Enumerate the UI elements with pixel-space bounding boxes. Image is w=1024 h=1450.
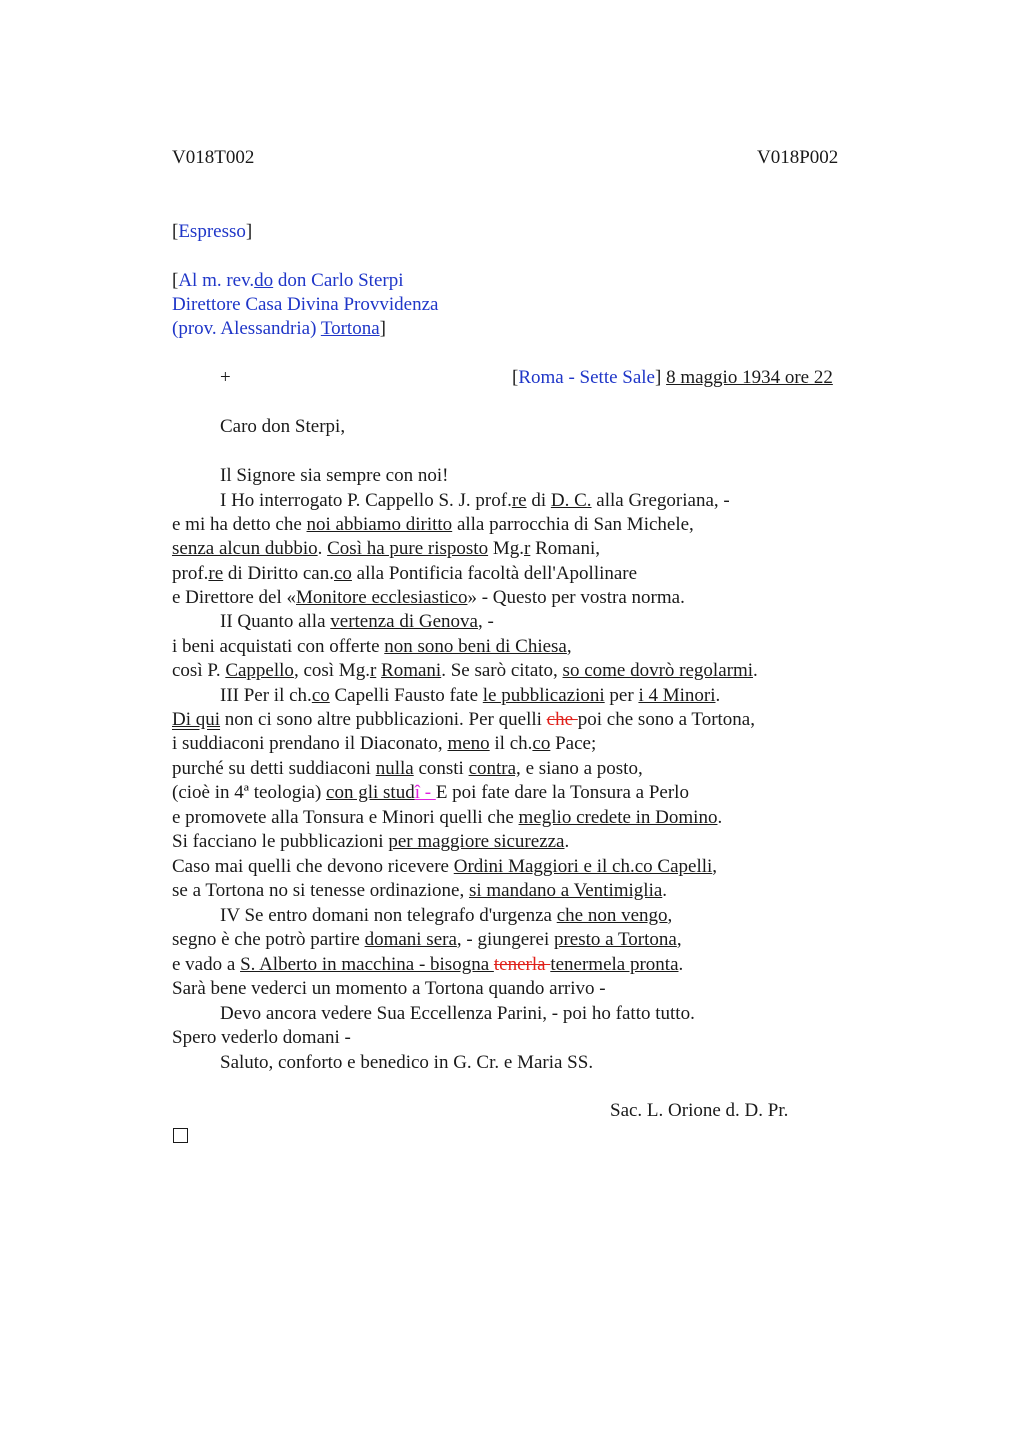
delivery-mode: [Espresso] — [172, 221, 253, 242]
text-span: I Ho interrogato P. Cappello S. J. prof. — [220, 490, 512, 511]
underlined-text: D. C. — [550, 490, 592, 511]
body-line — [172, 953, 683, 977]
body-line — [172, 928, 682, 952]
text-span: » - Questo per vostra norma. — [467, 587, 685, 608]
underlined-text: non sono beni di Chiesa — [384, 636, 567, 657]
text-span: e promovete alla Tonsura e Minori quelli che — [172, 807, 519, 828]
body-line — [172, 806, 722, 830]
dateline-place: Roma - Sette Sale — [518, 367, 655, 388]
text-span: il ch. — [489, 733, 533, 754]
underlined-text: noi abbiamo diritto — [306, 514, 453, 535]
document-code-left: V018T002 — [172, 147, 255, 168]
espresso-label: Espresso — [178, 221, 246, 242]
text-span: II Quanto alla — [220, 611, 331, 632]
underlined-text: nulla — [375, 758, 414, 779]
address-province: (prov. Alessandria) — [172, 318, 321, 339]
text-span: e siano a posto, — [520, 758, 643, 779]
text-span: , - giungerei — [456, 929, 554, 950]
text-span: per — [604, 685, 639, 706]
body-line — [220, 489, 730, 513]
abbrev-re: re — [208, 563, 224, 584]
editor-insertion: î - — [414, 782, 436, 803]
text-span: Mg. — [488, 538, 524, 559]
abbrev-r: r — [369, 660, 377, 681]
text-span: . — [715, 685, 721, 706]
text-span: di — [526, 490, 551, 511]
body-line — [172, 635, 572, 659]
deleted-text: tenerla — [493, 954, 551, 975]
body-line — [172, 537, 600, 561]
abbrev-co: co — [532, 733, 551, 754]
opening-line: Il Signore sia sempre con noi! — [220, 465, 449, 486]
underlined-text: tenermela pronta — [550, 954, 679, 975]
end-marker-square — [173, 1128, 188, 1143]
text-span: . — [564, 831, 570, 852]
address-line-3: (prov. Alessandria) Tortona] — [172, 318, 386, 339]
underlined-text: Ordini Maggiori e il ch.co Capelli — [453, 856, 713, 877]
underlined-text: le pubblicazioni — [482, 685, 605, 706]
address-recipient-name: don Carlo Sterpi — [273, 270, 404, 291]
underlined-text: so come dovrò regolarmi — [562, 660, 754, 681]
text-span: Caso mai quelli che devono ricevere — [172, 856, 454, 877]
text-span: . — [317, 538, 328, 559]
body-line — [172, 781, 689, 805]
underlined-text: Romani — [381, 660, 442, 681]
text-span: IV Se entro domani non telegrafo d'urgenza — [220, 905, 557, 926]
text-span: e mi ha detto che — [172, 514, 307, 535]
text-span: e vado a — [172, 954, 241, 975]
body-line — [172, 732, 596, 756]
underlined-text: Monitore ecclesiastico — [295, 587, 468, 608]
text-span: , — [566, 636, 572, 657]
text-span: purché su detti suddiaconi — [172, 758, 376, 779]
address-city: Tortona — [320, 318, 380, 339]
address-line-1: [Al m. rev.do don Carlo Sterpi — [172, 270, 404, 291]
underlined-text: i 4 Minori — [638, 685, 716, 706]
underlined-text: contra, — [468, 758, 521, 779]
text-span: alla Pontificia facoltà dell'Apollinare — [351, 563, 638, 584]
text-span: , così Mg. — [293, 660, 370, 681]
address-line-2: Direttore Casa Divina Provvidenza — [172, 294, 439, 315]
body-line: Devo ancora vedere Sua Eccellenza Parini, - poi ho fatto tutto. — [220, 1003, 695, 1024]
text-span: , - — [477, 611, 494, 632]
text-span: se a Tortona no si tenesse ordinazione, — [172, 880, 469, 901]
abbrev-re: re — [511, 490, 527, 511]
body-line: Sarà bene vederci un momento a Tortona quando arrivo - — [172, 978, 606, 999]
text-span: . — [678, 954, 684, 975]
body-line — [172, 757, 643, 781]
text-span: Si facciano le pubblicazioni — [172, 831, 389, 852]
underlined-text: si mandano a Ventimiglia — [468, 880, 663, 901]
text-span: consti — [413, 758, 469, 779]
underlined-text: con gli stud — [326, 782, 415, 803]
underlined-text: meno — [447, 733, 490, 754]
text-span: non ci sono altre pubblicazioni. Per quelli — [220, 709, 547, 730]
text-span: i beni acquistati con offerte — [172, 636, 385, 657]
text-span: E poi fate dare la Tonsura a Perlo — [435, 782, 689, 803]
body-line — [172, 659, 758, 683]
text-span: (cioè in 4ª teologia) — [172, 782, 327, 803]
underlined-text: senza alcun dubbio — [172, 538, 318, 559]
body-line — [172, 513, 694, 537]
underlined-text: S. Alberto in macchina - bisogna — [240, 954, 494, 975]
document-code-right: V018P002 — [757, 147, 839, 168]
body-line — [172, 879, 667, 903]
closing-line: Saluto, conforto e benedico in G. Cr. e Maria SS. — [220, 1052, 594, 1073]
body-line — [220, 684, 720, 708]
text-span: così P. — [172, 660, 226, 681]
underlined-text: domani sera — [364, 929, 457, 950]
underlined-text: per maggiore sicurezza — [388, 831, 565, 852]
double-underlined-text: Di qui — [172, 709, 221, 730]
underlined-text: che non vengo — [556, 905, 668, 926]
address-recipient-title: Al m. rev. — [178, 270, 255, 291]
underlined-text: Così ha pure risposto — [327, 538, 489, 559]
text-span: di Diritto can. — [223, 563, 334, 584]
text-span: e Direttore del « — [172, 587, 296, 608]
text-span: . Se sarò citato, — [441, 660, 563, 681]
text-span: poi che sono a Tortona, — [577, 709, 755, 730]
underlined-text: presto a Tortona — [553, 929, 677, 950]
text-span: . — [717, 807, 723, 828]
underlined-text: vertenza di Genova — [330, 611, 478, 632]
body-line — [172, 586, 685, 610]
text-span: Capelli Fausto fate — [329, 685, 483, 706]
text-span: i suddiaconi prendano il Diaconato, — [172, 733, 448, 754]
text-span: alla parrocchia di San Michele, — [452, 514, 694, 535]
dateline: [Roma - Sette Sale] 8 maggio 1934 ore 22 — [512, 367, 833, 388]
body-line — [172, 855, 717, 879]
signature: Sac. L. Orione d. D. Pr. — [610, 1100, 789, 1121]
text-span: , — [712, 856, 718, 877]
cross-mark: + — [220, 367, 231, 388]
abbrev-co: co — [311, 685, 330, 706]
text-span: III Per il ch. — [220, 685, 312, 706]
body-line — [172, 562, 637, 586]
body-line — [172, 830, 569, 854]
body-line: Spero vederlo domani - — [172, 1027, 351, 1048]
text-span: , — [676, 929, 682, 950]
text-span: Romani, — [530, 538, 600, 559]
text-span: . — [662, 880, 668, 901]
body-line — [220, 904, 672, 928]
abbrev-co: co — [333, 563, 352, 584]
text-span: segno è che potrò partire — [172, 929, 365, 950]
dateline-date: 8 maggio 1934 ore 22 — [666, 367, 833, 388]
text-span: , — [667, 905, 673, 926]
address-abbrev-do: do — [254, 270, 274, 291]
text-span: Pace; — [550, 733, 597, 754]
underlined-text: Cappello — [225, 660, 294, 681]
underlined-text: meglio credete in Domino — [518, 807, 718, 828]
text-span: prof. — [172, 563, 209, 584]
deleted-text: che — [546, 709, 578, 730]
text-span: . — [753, 660, 758, 681]
body-line — [172, 708, 755, 732]
salutation: Caro don Sterpi, — [220, 416, 346, 437]
text-span: alla Gregoriana, - — [591, 490, 730, 511]
body-line — [220, 610, 494, 634]
abbrev-r: r — [524, 538, 531, 559]
